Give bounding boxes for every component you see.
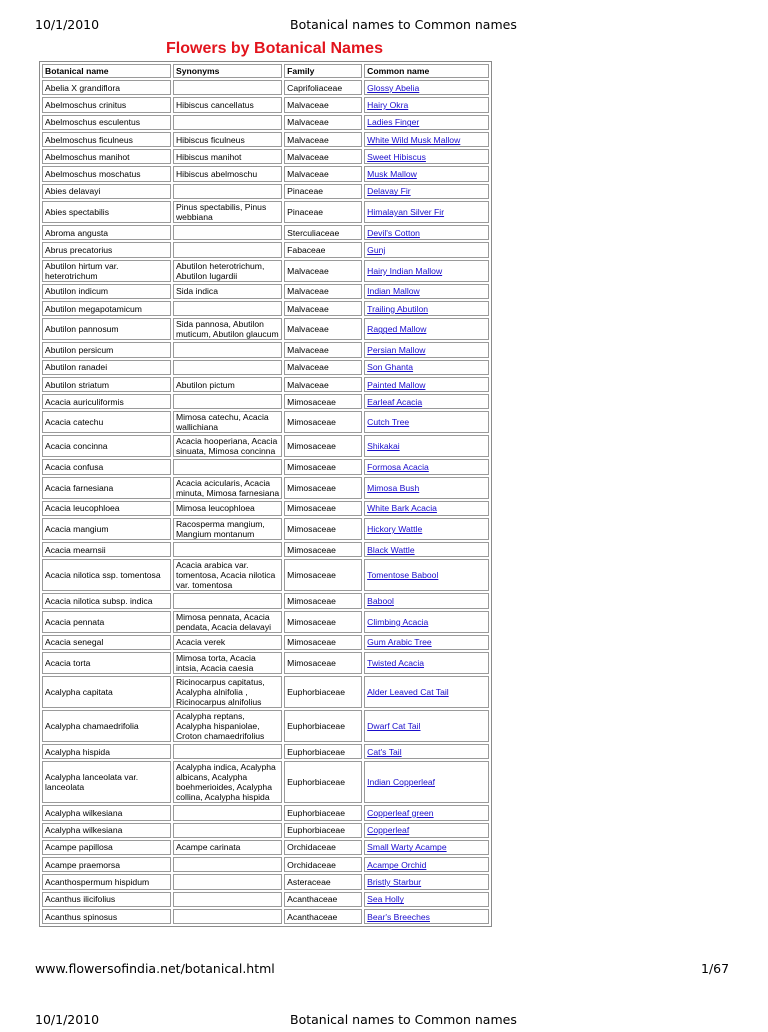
table-row	[42, 318, 489, 340]
common-name-link[interactable]: Black Wattle	[367, 544, 415, 555]
family-cell: Malvaceae	[284, 360, 362, 375]
table-row	[42, 132, 489, 147]
synonyms-cell: Acacia arabica var. tomentosa, Acacia nilotica var. tomentosa	[173, 559, 282, 591]
column-header-botanical-name: Botanical name	[42, 64, 171, 78]
common-name-link[interactable]: Formosa Acacia	[367, 462, 429, 473]
table-body	[42, 80, 489, 924]
botanical-name-cell: Abutilon pannosum	[42, 318, 171, 340]
botanical-name-cell: Acalypha chamaedrifolia	[42, 710, 171, 742]
synonyms-cell: Hibiscus ficulneus	[173, 132, 282, 147]
common-name-cell	[364, 80, 489, 95]
family-cell: Pinaceae	[284, 184, 362, 199]
family-cell: Mimosaceae	[284, 477, 362, 499]
table-row	[42, 635, 489, 650]
common-name-cell	[364, 284, 489, 299]
common-name-cell	[364, 744, 489, 759]
common-name-link[interactable]: Babool	[367, 595, 394, 606]
family-cell: Fabaceae	[284, 242, 362, 257]
common-name-cell	[364, 676, 489, 708]
common-name-link[interactable]: Earleaf Acacia	[367, 396, 423, 407]
synonyms-cell	[173, 857, 282, 872]
common-name-link[interactable]: Twisted Acacia	[367, 657, 425, 668]
synonyms-cell	[173, 301, 282, 316]
common-name-cell	[364, 201, 489, 223]
synonyms-cell: Pinus spectabilis, Pinus webbiana	[173, 201, 282, 223]
synonyms-cell	[173, 342, 282, 357]
family-cell: Malvaceae	[284, 301, 362, 316]
common-name-link[interactable]: Acampe Orchid	[367, 859, 427, 870]
table-row	[42, 80, 489, 95]
family-cell: Asteraceae	[284, 874, 362, 889]
synonyms-cell: Hibiscus manihot	[173, 149, 282, 164]
synonyms-cell	[173, 593, 282, 608]
family-cell: Malvaceae	[284, 149, 362, 164]
botanical-name-cell: Abutilon striatum	[42, 377, 171, 392]
page-heading: Flowers by Botanical Names	[166, 40, 383, 57]
common-name-cell	[364, 593, 489, 608]
print-date: 10/1/2010	[35, 17, 100, 32]
table-row	[42, 909, 489, 924]
botanical-name-cell: Acacia leucophloea	[42, 501, 171, 516]
table-row	[42, 411, 489, 433]
botanical-name-cell: Acanthus ilicifolius	[42, 892, 171, 907]
table-row	[42, 394, 489, 409]
table-row	[42, 857, 489, 872]
common-name-link[interactable]: Alder Leaved Cat Tail	[367, 686, 449, 697]
botanical-name-cell: Abies spectabilis	[42, 201, 171, 223]
synonyms-cell	[173, 823, 282, 838]
family-cell: Euphorbiaceae	[284, 805, 362, 820]
botanical-name-cell: Abies delavayi	[42, 184, 171, 199]
common-name-link[interactable]: Ladies Finger	[367, 117, 420, 128]
family-cell: Malvaceae	[284, 260, 362, 282]
botanical-name-cell: Acacia mearnsii	[42, 542, 171, 557]
botanical-name-cell: Acalypha wilkesiana	[42, 805, 171, 820]
table-row	[42, 761, 489, 803]
family-cell: Sterculiaceae	[284, 225, 362, 240]
common-name-link[interactable]: Copperleaf	[367, 825, 410, 836]
botanical-name-cell: Abutilon persicum	[42, 342, 171, 357]
common-name-cell	[364, 518, 489, 540]
synonyms-cell	[173, 242, 282, 257]
common-name-cell	[364, 892, 489, 907]
common-name-link[interactable]: Indian Copperleaf	[367, 777, 436, 788]
common-name-cell	[364, 909, 489, 924]
botanical-name-cell: Acacia senegal	[42, 635, 171, 650]
family-cell: Mimosaceae	[284, 611, 362, 633]
common-name-link[interactable]: Mimosa Bush	[367, 482, 420, 493]
family-cell: Euphorbiaceae	[284, 710, 362, 742]
table-row	[42, 744, 489, 759]
botanical-name-cell: Acacia torta	[42, 652, 171, 674]
common-name-cell	[364, 710, 489, 742]
table-row	[42, 542, 489, 557]
table-row	[42, 501, 489, 516]
synonyms-cell	[173, 874, 282, 889]
botanical-name-cell: Acacia nilotica ssp. tomentosa	[42, 559, 171, 591]
botanical-name-cell: Acacia mangium	[42, 518, 171, 540]
table-row	[42, 477, 489, 499]
family-cell: Mimosaceae	[284, 518, 362, 540]
common-name-cell	[364, 805, 489, 820]
synonyms-cell	[173, 184, 282, 199]
family-cell: Mimosaceae	[284, 559, 362, 591]
table-row	[42, 710, 489, 742]
column-header-family: Family	[284, 64, 362, 78]
common-name-cell	[364, 635, 489, 650]
common-name-cell	[364, 260, 489, 282]
common-name-link[interactable]: Ragged Mallow	[367, 324, 427, 335]
botanical-name-cell: Abroma angusta	[42, 225, 171, 240]
family-cell: Euphorbiaceae	[284, 676, 362, 708]
botanical-name-cell: Acalypha lanceolata var. lanceolata	[42, 761, 171, 803]
table-row	[42, 97, 489, 112]
common-name-cell	[364, 166, 489, 181]
botanical-name-cell: Acacia concinna	[42, 435, 171, 457]
family-cell: Mimosaceae	[284, 652, 362, 674]
common-name-cell	[364, 242, 489, 257]
botanical-name-cell: Abutilon ranadei	[42, 360, 171, 375]
common-name-link[interactable]: Delavay Fir	[367, 186, 411, 197]
family-cell: Malvaceae	[284, 166, 362, 181]
synonyms-cell	[173, 459, 282, 474]
synonyms-cell: Hibiscus cancellatus	[173, 97, 282, 112]
synonyms-cell: Mimosa catechu, Acacia wallichiana	[173, 411, 282, 433]
family-cell: Malvaceae	[284, 284, 362, 299]
table-row	[42, 115, 489, 130]
family-cell: Malvaceae	[284, 342, 362, 357]
synonyms-cell	[173, 909, 282, 924]
print-title: Botanical names to Common names	[290, 17, 517, 32]
family-cell: Acanthaceae	[284, 909, 362, 924]
common-name-cell	[364, 652, 489, 674]
synonyms-cell: Acampe carinata	[173, 840, 282, 855]
common-name-link[interactable]: Hickory Wattle	[367, 524, 423, 535]
common-name-cell	[364, 874, 489, 889]
table-row	[42, 611, 489, 633]
table-row	[42, 225, 489, 240]
common-name-cell	[364, 394, 489, 409]
botanical-name-cell: Acalypha hispida	[42, 744, 171, 759]
common-name-cell	[364, 360, 489, 375]
synonyms-cell: Acacia acicularis, Acacia minuta, Mimosa farnesiana	[173, 477, 282, 499]
common-name-cell	[364, 435, 489, 457]
common-name-cell	[364, 459, 489, 474]
synonyms-cell	[173, 225, 282, 240]
table-row	[42, 260, 489, 282]
table-row	[42, 242, 489, 257]
next-page-title: Botanical names to Common names	[290, 1012, 517, 1027]
common-name-link[interactable]: Painted Mallow	[367, 379, 426, 390]
table-row	[42, 459, 489, 474]
botanical-name-cell: Abutilon hirtum var. heterotrichum	[42, 260, 171, 282]
family-cell: Mimosaceae	[284, 459, 362, 474]
synonyms-cell	[173, 542, 282, 557]
table-row	[42, 435, 489, 457]
synonyms-cell	[173, 892, 282, 907]
synonyms-cell: Acalypha reptans, Acalypha hispaniolae, Croton chamaedrifolius	[173, 710, 282, 742]
synonyms-cell: Racosperma mangium, Mangium montanum	[173, 518, 282, 540]
common-name-cell	[364, 342, 489, 357]
synonyms-cell: Mimosa pennata, Acacia pendata, Acacia delavayi	[173, 611, 282, 633]
synonyms-cell: Ricinocarpus capitatus, Acalypha alnifolia , Ricinocarpus alnifolius	[173, 676, 282, 708]
synonyms-cell: Sida pannosa, Abutilon muticum, Abutilon glaucum	[173, 318, 282, 340]
table-row	[42, 823, 489, 838]
common-name-link[interactable]: Cutch Tree	[367, 417, 410, 428]
botanical-name-cell: Acalypha capitata	[42, 676, 171, 708]
family-cell: Malvaceae	[284, 377, 362, 392]
print-header	[0, 17, 768, 37]
synonyms-cell	[173, 360, 282, 375]
common-name-link[interactable]: Himalayan Silver Fir	[367, 207, 445, 218]
botanical-name-cell: Abelmoschus manihot	[42, 149, 171, 164]
family-cell: Pinaceae	[284, 201, 362, 223]
common-name-link[interactable]: White Bark Acacia	[367, 503, 437, 514]
common-name-cell	[364, 115, 489, 130]
common-name-cell	[364, 840, 489, 855]
table-row	[42, 342, 489, 357]
next-page-date: 10/1/2010	[35, 1012, 100, 1027]
table-row	[42, 559, 489, 591]
common-name-link[interactable]: White Wild Musk Mallow	[367, 134, 461, 145]
botanical-name-cell: Acacia pennata	[42, 611, 171, 633]
table-row	[42, 676, 489, 708]
common-name-cell	[364, 501, 489, 516]
synonyms-cell: Acacia verek	[173, 635, 282, 650]
common-name-cell	[364, 559, 489, 591]
common-name-link[interactable]: Trailing Abutilon	[367, 303, 428, 314]
synonyms-cell: Hibiscus abelmoschu	[173, 166, 282, 181]
synonyms-cell	[173, 80, 282, 95]
family-cell: Caprifoliaceae	[284, 80, 362, 95]
common-name-link[interactable]: Climbing Acacia	[367, 616, 429, 627]
family-cell: Orchidaceae	[284, 840, 362, 855]
botanical-name-cell: Abelmoschus ficulneus	[42, 132, 171, 147]
table-row	[42, 360, 489, 375]
table-row	[42, 874, 489, 889]
column-header-synonyms: Synonyms	[173, 64, 282, 78]
common-name-cell	[364, 225, 489, 240]
family-cell: Acanthaceae	[284, 892, 362, 907]
common-name-link[interactable]: Small Warty Acampe	[367, 842, 447, 853]
common-name-link[interactable]: Indian Mallow	[367, 286, 420, 297]
print-footer	[0, 961, 768, 979]
botanical-name-cell: Acampe papillosa	[42, 840, 171, 855]
common-name-link[interactable]: Musk Mallow	[367, 169, 417, 180]
table-header-row	[42, 64, 489, 78]
common-name-cell	[364, 611, 489, 633]
common-name-link[interactable]: Tomentose Babool	[367, 570, 439, 581]
table-row	[42, 184, 489, 199]
family-cell: Mimosaceae	[284, 394, 362, 409]
botanical-name-cell: Abutilon indicum	[42, 284, 171, 299]
botanical-name-cell: Acacia catechu	[42, 411, 171, 433]
table-row	[42, 284, 489, 299]
synonyms-cell	[173, 394, 282, 409]
page-number: 1/67	[701, 961, 730, 976]
synonyms-cell	[173, 744, 282, 759]
botanical-name-cell: Acacia auriculiformis	[42, 394, 171, 409]
synonyms-cell	[173, 115, 282, 130]
common-name-cell	[364, 377, 489, 392]
table-row	[42, 892, 489, 907]
common-name-cell	[364, 318, 489, 340]
family-cell: Mimosaceae	[284, 542, 362, 557]
botanical-name-cell: Acacia confusa	[42, 459, 171, 474]
botanical-name-cell: Acampe praemorsa	[42, 857, 171, 872]
botanical-name-cell: Abelmoschus moschatus	[42, 166, 171, 181]
common-name-link[interactable]: Dwarf Cat Tail	[367, 720, 421, 731]
common-name-link[interactable]: Gum Arabic Tree	[367, 637, 432, 648]
common-name-cell	[364, 149, 489, 164]
family-cell: Malvaceae	[284, 115, 362, 130]
common-name-link[interactable]: Hairy Okra	[367, 99, 409, 110]
botanical-name-cell: Abelmoschus crinitus	[42, 97, 171, 112]
common-name-link[interactable]: Sweet Hibiscus	[367, 151, 426, 162]
family-cell: Orchidaceae	[284, 857, 362, 872]
botanical-name-cell: Acanthospermum hispidum	[42, 874, 171, 889]
family-cell: Mimosaceae	[284, 593, 362, 608]
common-name-cell	[364, 477, 489, 499]
family-cell: Malvaceae	[284, 318, 362, 340]
botanical-name-cell: Abutilon megapotamicum	[42, 301, 171, 316]
family-cell: Malvaceae	[284, 132, 362, 147]
family-cell: Euphorbiaceae	[284, 744, 362, 759]
botanical-name-cell: Acacia nilotica subsp. indica	[42, 593, 171, 608]
common-name-cell	[364, 542, 489, 557]
common-name-link[interactable]: Bear's Breeches	[367, 911, 430, 922]
table-row	[42, 301, 489, 316]
botanical-name-cell: Acalypha wilkesiana	[42, 823, 171, 838]
synonyms-cell: Acacia hooperiana, Acacia sinuata, Mimosa concinna	[173, 435, 282, 457]
common-name-link[interactable]: Son Ghanta	[367, 362, 414, 373]
column-header-common-name: Common name	[364, 64, 489, 78]
table-row	[42, 840, 489, 855]
common-name-cell	[364, 857, 489, 872]
common-name-cell	[364, 411, 489, 433]
table-row	[42, 166, 489, 181]
synonyms-cell: Mimosa leucophloea	[173, 501, 282, 516]
synonyms-cell: Sida indica	[173, 284, 282, 299]
botanical-name-cell: Acanthus spinosus	[42, 909, 171, 924]
botanical-names-table	[39, 61, 492, 927]
botanical-name-cell: Acacia farnesiana	[42, 477, 171, 499]
common-name-link[interactable]: Sea Holly	[367, 894, 404, 905]
table-row	[42, 518, 489, 540]
table-row	[42, 593, 489, 608]
common-name-cell	[364, 761, 489, 803]
common-name-cell	[364, 184, 489, 199]
common-name-link[interactable]: Cat's Tail	[367, 746, 402, 757]
family-cell: Mimosaceae	[284, 501, 362, 516]
common-name-link[interactable]: Hairy Indian Mallow	[367, 265, 443, 276]
synonyms-cell: Acalypha indica, Acalypha albicans, Acalypha boehmerioides, Acalypha collina, Acalypha hispida	[173, 761, 282, 803]
table-row	[42, 201, 489, 223]
next-page-header	[0, 1012, 768, 1032]
table-row	[42, 805, 489, 820]
synonyms-cell	[173, 805, 282, 820]
common-name-cell	[364, 132, 489, 147]
common-name-link[interactable]: Gunj	[367, 245, 386, 256]
botanical-name-cell: Abelia X grandiflora	[42, 80, 171, 95]
botanical-name-cell: Abelmoschus esculentus	[42, 115, 171, 130]
synonyms-cell: Mimosa torta, Acacia intsia, Acacia caesia	[173, 652, 282, 674]
common-name-link[interactable]: Glossy Abelia	[367, 82, 420, 93]
family-cell: Euphorbiaceae	[284, 761, 362, 803]
table-row	[42, 377, 489, 392]
family-cell: Malvaceae	[284, 97, 362, 112]
common-name-link[interactable]: Devil's Cotton	[367, 227, 420, 238]
family-cell: Mimosaceae	[284, 635, 362, 650]
footer-url: www.flowersofindia.net/botanical.html	[35, 961, 275, 976]
table-row	[42, 149, 489, 164]
botanical-name-cell: Abrus precatorius	[42, 242, 171, 257]
common-name-link[interactable]: Shikakai	[367, 441, 400, 452]
family-cell: Mimosaceae	[284, 411, 362, 433]
table-row	[42, 652, 489, 674]
common-name-cell	[364, 97, 489, 112]
common-name-cell	[364, 823, 489, 838]
synonyms-cell: Abutilon pictum	[173, 377, 282, 392]
common-name-link[interactable]: Copperleaf green	[367, 807, 434, 818]
synonyms-cell: Abutilon heterotrichum, Abutilon lugardii	[173, 260, 282, 282]
common-name-link[interactable]: Bristly Starbur	[367, 877, 422, 888]
common-name-cell	[364, 301, 489, 316]
family-cell: Euphorbiaceae	[284, 823, 362, 838]
common-name-link[interactable]: Persian Mallow	[367, 344, 426, 355]
family-cell: Mimosaceae	[284, 435, 362, 457]
